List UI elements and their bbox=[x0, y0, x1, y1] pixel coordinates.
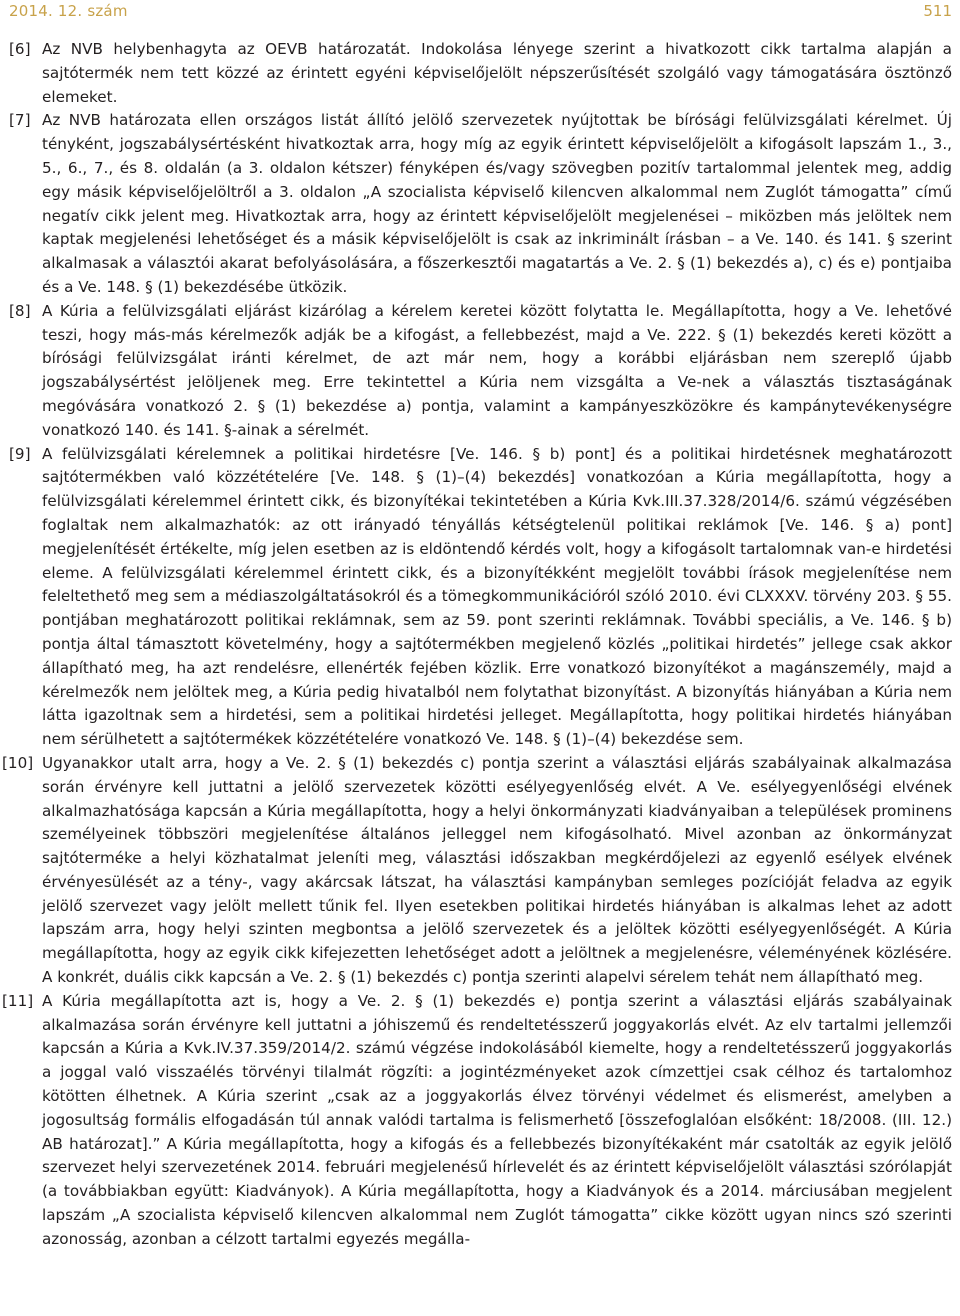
page-header bbox=[0, 0, 960, 26]
paragraph-text: Az NVB helybenhagyta az OEVB határozatát. Indokolása lényege szerint a hivatkozott cikk tartalma alapján a sajtótermék nem tett közzé az érintett egyéni képviselőjelölt népszerűsítését szolgáló vagy támogatására ösztönző elemeket. bbox=[42, 40, 952, 106]
paragraph-number: [11] bbox=[2, 991, 34, 1010]
paragraph-11 bbox=[0, 990, 952, 1252]
paragraph-7 bbox=[0, 109, 952, 299]
page-number: 511 bbox=[923, 2, 952, 20]
paragraph-10 bbox=[0, 752, 952, 990]
issue-label: 2014. 12. szám bbox=[9, 2, 128, 20]
paragraph-number: [9] bbox=[9, 444, 31, 463]
paragraph-number: [10] bbox=[2, 753, 34, 772]
paragraph-number: [7] bbox=[9, 111, 31, 130]
paragraph-number: [8] bbox=[9, 301, 31, 320]
document-body bbox=[0, 38, 952, 1252]
paragraph-6 bbox=[0, 38, 952, 109]
paragraph-9 bbox=[0, 443, 952, 752]
paragraph-number: [6] bbox=[9, 40, 31, 58]
paragraph-text: Az NVB határozata ellen országos listát állító jelölő szervezetek nyújtottak be bírósági felülvizsgálati kérelmet. Új tényként, jogszabálysértésként hivatkoztak arra, hogy míg az egyik érintett képviselőjelölt a kifogásolt lapszám 1., 3., 5., 6., 7., és 8. oldalán (a 3. oldalon kétszer) fényképen és/vagy szövegben pozitív tartalommal jelentek meg, addig egy másik képviselőjelöltről a 3. oldalon „A szocialista képviselő kilencven alkalommal nem Zuglót támogatta” című negatív cikk jelent meg. Hivatkoztak arra, hogy az érintett képviselőjelölt megjelenései – miközben más jelöltek nem kaptak megjelenési lehetőséget és a másik képviselőjelölt is csak az inkriminált írásban – a Ve. 140. és 141. § szerint alkalmasak a választói akarat befolyásolására, a főszerkesztői magatartás a Ve. 2. § (1) bekezdés a), c) és e) pontjaiba és a Ve. 148. § (1) bekezdésébe ütközik. bbox=[42, 111, 952, 296]
paragraph-text: A Kúria a felülvizsgálati eljárást kizárólag a kérelem keretei között folytatta le. Megállapította, hogy a Ve. lehetővé teszi, hogy más-más kérelmezők adják be a kifogást, a fellebbezést, majd a Ve. 222. § (1) bekezdés kereti között a bírósági felülvizsgálat iránti kérelmet, de azt már nem, hogy a korábbi eljárásban nem szereplő újabb jogszabálysértést jelöljenek meg. Erre tekintettel a Kúria nem vizsgálta a Ve-nek a választás tisztaságának megóvására vonatkozó 2. § (1) bekezdése a) pontja, valamint a kampányeszközökre és kampánytevékenységre vonatkozó 140. és 141. §-ainak a sérelmét. bbox=[42, 301, 952, 439]
paragraph-text: Ugyanakkor utalt arra, hogy a Ve. 2. § (1) bekezdés c) pontja szerint a választási eljárás szabályainak alkalmazása során érvényre kell juttatni a jelölő szervezetek közötti esélyegyenlőség elvét. A Ve. esélyegyenlőségi elvének alkalmazhatósága kapcsán a Kúria megállapította, hogy a helyi önkormányzati kiadványaiban a települések prominens személyeinek többszöri megjelenítése általános jelleggel nem kifogásolható. Mivel azonban az önkormányzat sajtóterméke a helyi közhatalmat jeleníti meg, választási időszakban megkérdőjelezi az egyenlő esélyek elvének érvényesülését az a tény-, vagy akárcsak látszat, ha választási kampányban semleges pozícióját feladva az egyik jelölő szervezet vagy jelölt mellett tűnik fel. Ilyen esetekben politikai hirdetés hiányában is alkalmas lehet az adott lapszám arra, hogy helyi szinten megbontsa a jelölő szervezetek és a jelöltek közötti esélyegyenlőségét. A Kúria megállapította, hogy az egyik cikk kifejezetten lehetőséget adott a jelöltnek a megjelenésre, véleményének közlésére. A konkrét, duális cikk kapcsán a Ve. 2. § (1) bekezdés c) pontja szerinti alapelvi sérelem tehát nem állapítható meg. bbox=[42, 753, 952, 987]
paragraph-text: A Kúria megállapította azt is, hogy a Ve. 2. § (1) bekezdés e) pontja szerint a választási eljárás szabályainak alkalmazása során érvényre kell juttatni a jóhiszemű és rendeltetésszerű joggyakorlás elvét. Az elv tartalmi jellemzői kapcsán a Kúria a Kvk.IV.37.359/2014/2. számú végzése indokolásából kiemelte, hogy a rendeltetésszerű joggyakorlás a joggal való visszaélés törvényi tilalmát rögzíti: a jogintézményeket azok címzettjei csak célhoz és tartalomhoz kötötten élhetnek. A Kúria szerint „csak az a joggyakorlás élvez törvényi védelmet és elismerést, amelyben a jogosultság formális elfogadásán túl annak valódi tartalma is felismerhető [összefoglalóan elsőként: 18/2008. (III. 12.) AB határozat].” A Kúria megállapította, hogy a kifogás és a fellebbezés bizonyítékaként már csatolták az egyik jelölő szervezet helyi szervezetének 2014. februári megjelenésű hírlevelét és az érintett képviselőjelölt választási szórólapját (a továbbiakban együtt: Kiadványok). A Kúria megállapította, hogy a Kiadványok és a 2014. márciusában megjelent lapszám „A szocialista képviselő kilencven alkalommal nem Zuglót támogatta” cikke között ugyan nincs szó szerinti azonosság, azonban a célzott tartalmi egyezés megálla- bbox=[42, 991, 952, 1248]
paragraph-8 bbox=[0, 300, 952, 443]
paragraph-text: A felülvizsgálati kérelemnek a politikai hirdetésre [Ve. 146. § b) pont] és a politikai hirdetésnek meghatározott sajtótermékben való közzétételére [Ve. 148. § (1)–(4) bekezdés] vonatkozóan a Kúria megállapította, hogy a felülvizsgálati kérelemmel érintett cikk, és bizonyítékai tekintetében a Kúria Kvk.III.37.328/2014/6. számú végzésében foglaltak nem alkalmazhatók: az ott irányadó tényállás kétségtelenül politikai reklámok [Ve. 146. § a) pont] megjelenítését értékelte, míg jelen esetben az is eldöntendő kérdés volt, hogy a kifogásolt tartalomnak van-e hirdetési eleme. A felülvizsgálati kérelemmel érintett cikk, és a bizonyítékként megjelölt további írások megjelenítése nem feleltethető meg sem a médiaszolgáltatásokról és a tömegkommunikációról szóló 2010. évi CLXXXV. törvény 203. § 55. pontjában meghatározott politikai reklámnak, sem az 59. pont szerinti reklámnak. További speciális, a Ve. 146. § b) pontja által támasztott követelmény, hogy a sajtótermékben megjelenő közlés „politikai hirdetés” jellege csak akkor állapítható meg, ha azt rendelésre, ellenérték fejében közlik. Erre vonatkozó bizonyítékot a magánszemély, majd a kérelmezők nem jelöltek meg, a Kúria pedig hivatalból nem folytathat bizonyítást. A bizonyítás hiányában a Kúria nem látta igazoltnak sem a hirdetési, sem a politikai hirdetési jelleget. Megállapította, hogy politikai hirdetés hiányában nem sérülhetett a sajtótermékek közzétételére vonatkozó Ve. 148. § (1)–(4) bekezdése sem. bbox=[42, 444, 952, 749]
